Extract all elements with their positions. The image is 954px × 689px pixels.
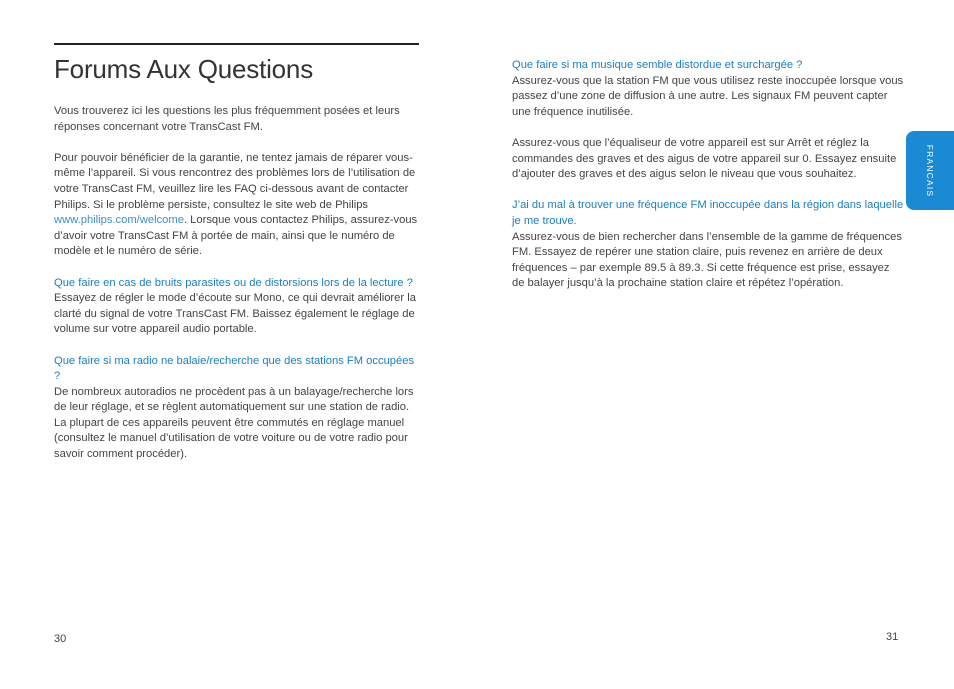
right-column (512, 58, 904, 292)
intro-paragraph: Vous trouverez ici les questions les plus fréquemment posées et leurs réponses concernant votre TransCast FM. (54, 105, 400, 133)
warranty-text-end: . Lorsque vous contactez Philips, assurez-vous d’avoir votre TransCast FM à portée de main, ainsi que le numéro de modèle et le numéro de série. (54, 214, 418, 258)
faq-answer-distortion: Assurez-vous que la station FM que vous utilisez reste inoccupée lorsque vous passez d’une zone de diffusion à une autre. Les signaux FM peuvent capter une fréquence inutilisée. (512, 74, 904, 118)
faq-question-distortion: Que faire si ma musique semble distordue et surchargée ? (512, 59, 803, 71)
faq-question-scan: Que faire si ma radio ne balaie/recherche que des stations FM occupées ? (54, 354, 415, 383)
faq-question-noise: Que faire en cas de bruits parasites ou de distorsions lors de la lecture ? (54, 276, 413, 289)
faq-answer-frequency: Assurez-vous de bien rechercher dans l’ensemble de la gamme de fréquences FM. Essayez de repérer une station claire, puis revenez en arrière de deux fréquences – par exemple 89.5 à 89.3. Si cette fréquence est prise, essayez de balayer jusqu’à la prochaine station claire et répétez l’opération. (512, 230, 902, 290)
faq-answer-noise: Essayez de régler le mode d’écoute sur Mono, ce qui devrait améliorer la clarté du signal de votre TransCast FM. Baissez également le réglage de volume sur votre appareil audio portable. (54, 292, 416, 336)
philips-website-link[interactable]: www.philips.com/welcome (54, 214, 184, 227)
faq-answer-distortion-equalizer: Assurez-vous que l’équaliseur de votre appareil est sur Arrêt et réglez la commandes des graves et des aigus de votre appareil sur 0. Essayez ensuite d’ajouter des graves et des aigus selon le niveau que vous souhaitez. (512, 136, 897, 181)
language-tab (906, 131, 954, 210)
title-rule (54, 43, 419, 45)
language-tab-label: FRANCAIS (925, 144, 935, 198)
warranty-text-start: Pour pouvoir bénéficier de la garantie, ne tentez jamais de réparer vous-même l’appareil. Si vous rencontrez des problèmes lors de l’utilisation de votre TransCast FM, veuillez lire les FAQ ci-dessous avant de contacter Philips. Si le problème persiste, consultez le site web de Philips (54, 151, 416, 211)
page-title: Forums Aux Questions (54, 54, 313, 84)
page-number-right: 31 (886, 631, 899, 643)
faq-answer-scan: De nombreux autoradios ne procèdent pas à un balayage/recherche lors de leur réglage, et se règlent automatiquement sur une station de radio. La plupart de ces appareils peuvent être commutés en réglage manuel (consultez le manuel d’utilisation de votre voiture ou de votre radio pour savoir comment procéder). (54, 385, 414, 461)
page-number-left: 30 (54, 633, 67, 645)
warranty-paragraph (54, 151, 422, 260)
faq-question-frequency: J’ai du mal à trouver une fréquence FM inoccupée dans la région dans laquelle je me trouve. (512, 199, 904, 227)
left-column (54, 104, 422, 463)
